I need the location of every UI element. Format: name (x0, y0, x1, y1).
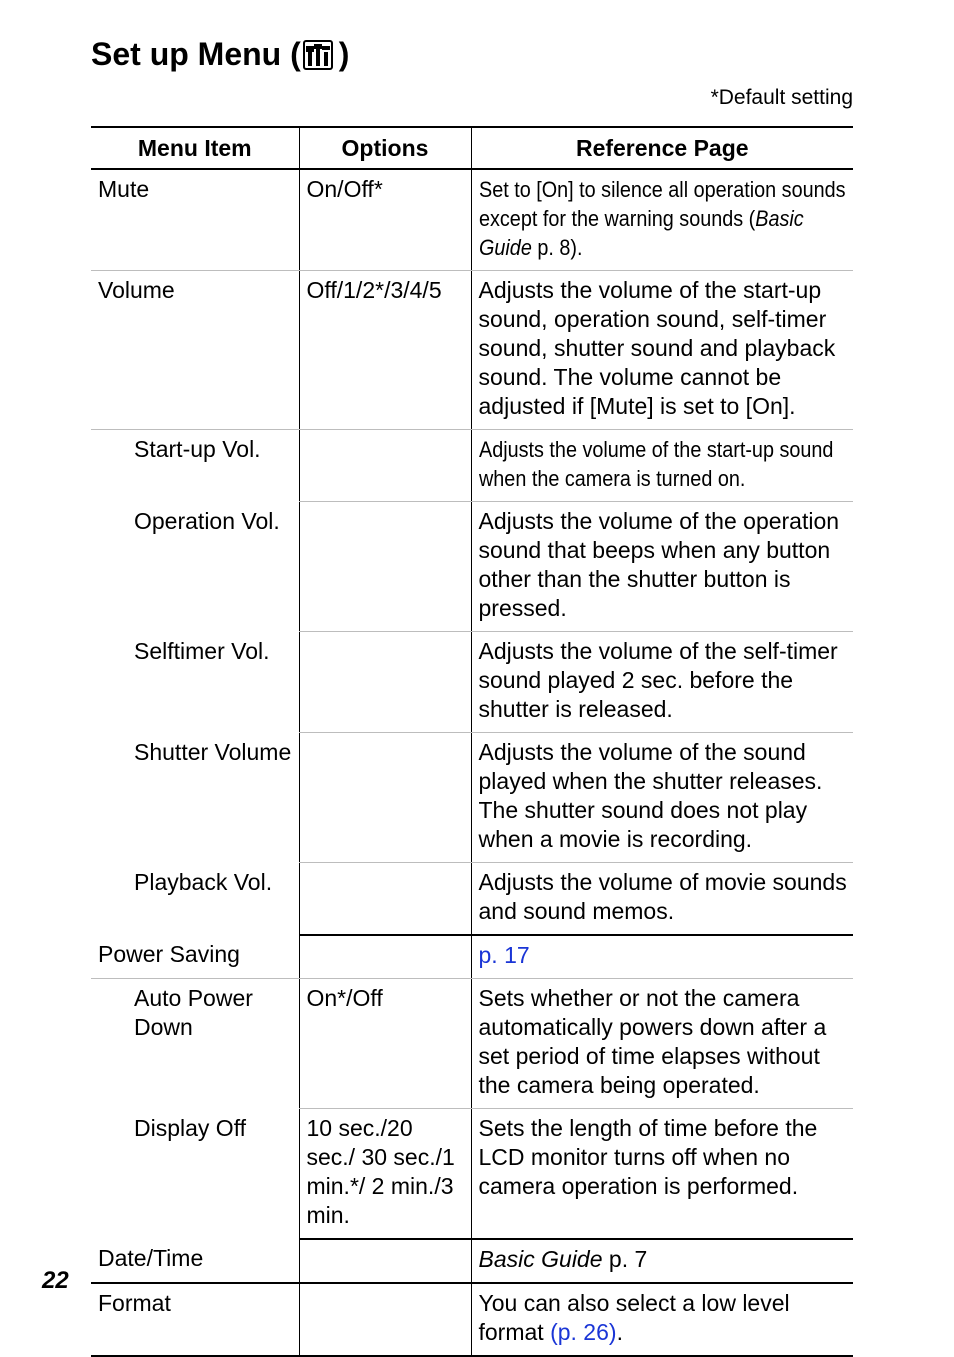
header-menu-item: Menu Item (91, 127, 299, 169)
page-number: 22 (42, 1267, 69, 1294)
reference-cell: Adjusts the volume of movie sounds and sound memos. (471, 863, 853, 936)
page-link[interactable]: p. 17 (478, 942, 530, 968)
options-cell (299, 1239, 471, 1283)
options-cell (299, 1283, 471, 1356)
menu-item-cell: Power Saving (91, 935, 299, 979)
header-options: Options (299, 127, 471, 169)
menu-item-cell: Selftimer Vol. (134, 637, 270, 664)
basic-guide-ref: Basic Guide (478, 1246, 603, 1272)
header-reference-page: Reference Page (471, 127, 853, 169)
reference-cell: Adjusts the volume of the start-up sound, operation sound, self-timer sound, shutter sound and playback sound. The volume cannot be adjusted if [Mute] is set to [On]. (471, 271, 853, 430)
table-row-format (91, 1283, 853, 1356)
reference-cell: Adjusts the volume of the operation sound that beeps when any button other than the shutter button is pressed. (471, 502, 853, 632)
basic-guide-ref: Basic Guide (478, 206, 804, 260)
default-setting-note: *Default setting (710, 86, 853, 109)
menu-item-cell: Format (91, 1283, 299, 1356)
reference-text: Adjusts the volume of the start-up sound when the camera is turned on. (478, 437, 833, 491)
menu-item-cell: Auto Power Down (134, 985, 253, 1040)
page-link[interactable]: (p. 26) (550, 1319, 617, 1345)
options-cell: On/Off* (299, 169, 471, 271)
reference-cell: Adjusts the volume of the sound played when the shutter releases. The shutter sound does not play when a movie is recording. (471, 733, 853, 863)
options-cell: 10 sec./20 sec./ 30 sec./1 min.*/ 2 min./3 min. (299, 1109, 471, 1240)
options-cell (299, 430, 471, 502)
options-cell (299, 733, 471, 863)
menu-item-cell: Start-up Vol. (134, 436, 261, 462)
reference-cell (471, 430, 853, 502)
reference-cell (471, 935, 853, 979)
page-title (91, 36, 353, 73)
reference-cell: Sets whether or not the camera automatically powers down after a set period of time elapses without the camera being operated. (471, 979, 853, 1109)
table-row-selftimer-vol (91, 632, 853, 733)
table-row-date-time (91, 1239, 853, 1283)
table-row-display-off (91, 1109, 853, 1240)
setup-menu-table (91, 126, 853, 1357)
table-row-shutter-volume (91, 733, 853, 863)
options-cell (299, 632, 471, 733)
table-row-auto-power-down (91, 979, 853, 1109)
page-title-text: Set up Menu ( (91, 36, 301, 72)
menu-item-cell: Playback Vol. (134, 868, 273, 895)
table-header-row (91, 127, 853, 169)
menu-item-cell: Operation Vol. (134, 507, 280, 534)
options-cell (299, 863, 471, 936)
table-row-mute (91, 169, 853, 271)
reference-cell (471, 1283, 853, 1356)
menu-item-cell: Display Off (134, 1114, 247, 1141)
reference-cell (471, 1239, 853, 1283)
options-cell (299, 935, 471, 979)
reference-cell: Adjusts the volume of the self-timer sound played 2 sec. before the shutter is released. (471, 632, 853, 733)
menu-item-cell: Volume (91, 271, 299, 430)
menu-item-cell: Mute (91, 169, 299, 271)
table-row-volume (91, 271, 853, 430)
menu-item-cell: Shutter Volume (134, 738, 292, 765)
setup-tool-icon (303, 40, 333, 70)
reference-cell: Sets the length of time before the LCD monitor turns off when no camera operation is performed. (471, 1109, 853, 1240)
reference-text: You can also select a low level format (478, 1290, 790, 1345)
reference-text-end: p. 7 (602, 1246, 648, 1272)
options-cell (299, 502, 471, 632)
reference-text-end: p. 8). (531, 235, 582, 260)
reference-text: Set to [On] to silence all operation sounds except for the warning sounds ( (478, 177, 846, 231)
options-cell: Off/1/2*/3/4/5 (299, 271, 471, 430)
options-cell: On*/Off (299, 979, 471, 1109)
table-row-power-saving (91, 935, 853, 979)
page-title-close: ) (338, 36, 350, 72)
table-row-operation-vol (91, 502, 853, 632)
reference-text-end: . (616, 1319, 623, 1345)
reference-cell (471, 169, 853, 271)
table-row-startup-vol (91, 430, 853, 502)
table-row-playback-vol (91, 863, 853, 936)
menu-item-cell: Date/Time (91, 1239, 299, 1283)
